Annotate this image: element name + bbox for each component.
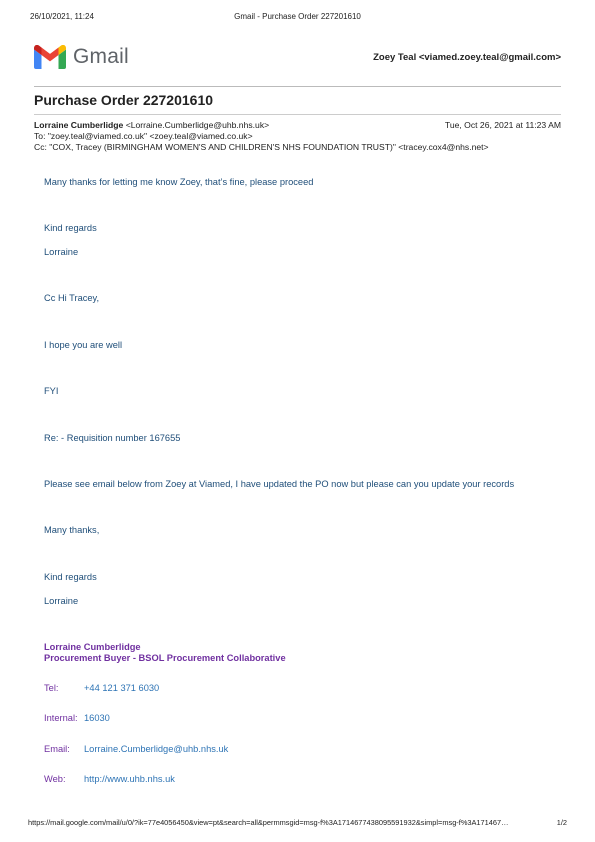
subject-divider [34, 114, 561, 115]
signature-web-link[interactable]: http://www.uhb.nhs.uk [84, 774, 175, 784]
email-subject: Purchase Order 227201610 [34, 92, 214, 108]
sender-address: <Lorraine.Cumberlidge@uhb.nhs.uk> [125, 120, 270, 130]
signature-name: Lorraine Cumberlidge [44, 642, 141, 652]
email-from-line [34, 120, 561, 130]
signature-tel-label: Tel: [44, 683, 59, 693]
print-url: https://mail.google.com/mail/u/0/?ik=77e4056450&view=pt&search=all&permmsgid=msg-f%3A1714677438095591932&simpl=msg-f%3A171467… [28, 818, 509, 827]
signature-email-link[interactable]: Lorraine.Cumberlidge@uhb.nhs.uk [84, 744, 229, 754]
gmail-m-icon [34, 45, 66, 69]
signature-internal-value: 16030 [84, 713, 110, 723]
body-line: Kind regards [44, 223, 97, 233]
body-line: Kind regards [44, 572, 97, 582]
signature-title: Procurement Buyer - BSOL Procurement Collaborative [44, 653, 286, 663]
sent-date: Tue, Oct 26, 2021 at 11:23 AM [444, 120, 561, 130]
body-line: Many thanks, [44, 525, 100, 535]
sender-name: Lorraine Cumberlidge [34, 120, 124, 130]
signature-internal-label: Internal: [44, 713, 78, 723]
signature-tel-value[interactable]: +44 121 371 6030 [84, 683, 160, 693]
print-date: 26/10/2021, 11:24 [30, 12, 94, 21]
body-line: Lorraine [44, 596, 79, 606]
print-footer [28, 818, 567, 828]
body-line: Lorraine [44, 247, 79, 257]
body-line: Re: - Requisition number 167655 [44, 433, 181, 443]
body-line: Please see email below from Zoey at Viamed, I have updated the PO now but please can you update your records [44, 479, 515, 489]
email-to-line: To: "zoey.teal@viamed.co.uk" <zoey.teal@viamed.co.uk> [34, 131, 253, 141]
account-identity: Zoey Teal <viamed.zoey.teal@gmail.com> [373, 52, 561, 63]
email-cc-line: Cc: "COX, Tracey (BIRMINGHAM WOMEN'S AND CHILDREN'S NHS FOUNDATION TRUST)" <tracey.cox4@nhs.net> [34, 142, 489, 152]
print-title: Gmail - Purchase Order 227201610 [234, 12, 361, 21]
page-number: 1/2 [556, 818, 567, 827]
print-header [30, 12, 565, 24]
gmail-wordmark: Gmail [73, 45, 129, 68]
body-line: I hope you are well [44, 340, 123, 350]
body-line: Cc Hi Tracey, [44, 293, 100, 303]
signature-web-label: Web: [44, 774, 66, 784]
body-line: FYI [44, 386, 59, 396]
gmail-logo[interactable] [34, 44, 129, 70]
body-line: Many thanks for letting me know Zoey, that’s fine, please proceed [44, 177, 314, 187]
signature-email-label: Email: [44, 744, 70, 754]
header-divider [34, 86, 561, 87]
